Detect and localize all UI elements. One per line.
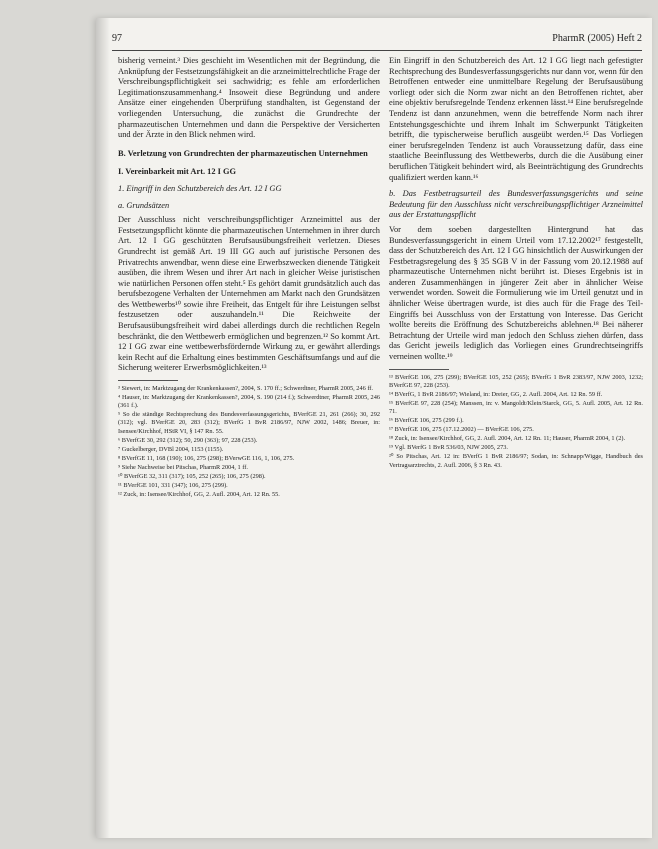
footnote: ¹³ BVerfGE 106, 275 (299); BVerfGE 105, 252 (265); BVerfG 1 BvR 2383/97, NJW 2003, 1232; BVerfGE 97, 228 (253). <box>389 373 643 389</box>
section-heading-b: B. Verletzung von Grundrechten der pharmazeutischen Unternehmen <box>118 148 368 158</box>
subsection-heading-b: b. Das Festbetragsurteil des Bundesverfassungsgerichts und seine Bedeutung für den Ausschluss nicht verschreibungspflichtiger Arzneimittel aus der Erstattungspflicht <box>389 189 643 220</box>
paragraph-festbetragsurteil: Vor dem soeben dargestellten Hintergrund hat das Bundesverfassungsgericht in einem Urteil vom 17.12.2002¹⁷ festgestellt, dass der Schutzbereich des Art. 12 I GG hinsichtlich der Auswirkungen der Festbetragsregelung des § 35 SGB V in der Fassung vom 20.12.1988 auf pharmazeutische Unternehmen nicht berührt ist. Dieses Ergebnis ist in anderen Zusammenhängen in jüngerer Zeit aber in ähnlicher Weise verwendet worden. Soweit die Formulierung wie im Urteil genutzt und in ähnlicher Weise übertragen wurde, ist dies auch für die Frage des Teil-Eingriffs bei Ausschluss von der Erstattung von Interesse. Das Gericht wollte bereits die Eröffnung des Schutzbereichs ablehnen.¹⁸ Bei näherer Betrachtung der Urteile wird man jedoch den Schluss ziehen dürfen, dass das Gericht jeweils lediglich das Vorliegen eines Grundrechtseingriffs verneinen wollte.¹⁹ <box>389 224 643 362</box>
right-column <box>389 56 643 471</box>
footnote: ¹¹ BVerfGE 101, 331 (347); 106, 275 (299). <box>118 482 228 490</box>
footnote: ⁵ So die ständige Rechtsprechung des Bundesverfassungsgerichts, BVerfGE 21, 261 (266); 30, 292 (312); vgl. BVerfGE 20, 283 (312); BVerfG 1 BvR 2186/97, NJW 2002, 1486; Breuer, in: Isensee/Kirchhof, HStR VI, § 147 Rn. 55. <box>118 411 380 435</box>
footnote: ¹⁴ BVerfG, 1 BvR 2186/97; Wieland, in: Dreier, GG, 2. Aufl. 2004, Art. 12 Rn. 59 ff. <box>389 390 603 398</box>
footnote: ¹⁷ BVerfGE 106, 275 (17.12.2002) — BVerfGE 106, 275. <box>389 426 534 434</box>
footnotes-left <box>118 385 380 499</box>
footnote: ⁸ BVerfGE 11, 168 (190); 106, 275 (298); BVerwGE 116, 1, 106, 275. <box>118 454 295 462</box>
footnote: ¹² Zuck, in: Isensee/Kirchhof, GG, 2. Aufl. 2004, Art. 12 Rn. 55. <box>118 491 280 499</box>
paragraph-berufsausuebung: Der Ausschluss nicht verschreibungspflichtiger Arzneimittel aus der Festsetzungspflicht könnte die pharmazeutischen Unternehmen in ihrer durch Art. 12 I GG geschützten Berufsausübungsfreiheit verletzen. Dieses Grundrecht ist gemäß Art. 19 III GG auch auf juristische Personen des Privatrechts anwendbar, wenn diese eine Erwerbszwecken dienende Tätigkeit ausüben, die ihrem Wesen und ihrer Art nach in gleicher Weise juristischen wie natürlichen Personen offen steht.⁵ Es gehört damit grundsätzlich auch das berufsbezogene Verhalten der Unternehmen am Markt nach den Grundsätzen des Wettbewerbs¹⁰ sowie ihre Freiheit, das Entgelt für ihre Leistungen selbst festzusetzen oder auszuhandeln.¹¹ Die Reichweite der Berufsausübungsfreiheit wird dabei allerdings durch die rechtlichen Regeln beschränkt, die den Wettbewerb ermöglichen und begrenzen.¹² So kommt Art. 12 I GG zwar eine wettbewerbsfördernde Wirkung zu, er gewährt allerdings kein Recht auf die Erhaltung eines bestimmten Geschäftsumfangs und auf die Sicherung weiterer Erwerbsmöglichkeiten.¹³ <box>118 215 380 373</box>
section-heading-1: I. Vereinbarkeit mit Art. 12 I GG <box>118 167 237 177</box>
subsection-heading-a: a. Grundsätzen <box>118 200 170 210</box>
footnote: ¹⁸ Zuck, in: Isensee/Kirchhof, GG, 2. Aufl. 2004, Art. 12 Rn. 11; Hauser, PharmR 2004, 1 (2). <box>389 435 626 443</box>
footnote: ³ Siewert, in: Marktzugang der Krankenkassen?, 2004, S. 170 ff.; Schwerdtner, PharmR 2005, 246 ff. <box>118 385 373 393</box>
subsection-heading-1-1: 1. Eingriff in den Schutzbereich des Art. 12 I GG <box>118 183 282 193</box>
footnote: ⁹ Siehe Nachweise bei Pitschas, PharmR 2004, 1 ff. <box>118 463 248 471</box>
footnote: ²⁰ So Pitschas, Art. 12 in: BVerfG 1 BvR 2186/97; Sodan, in: Schnapp/Wigge, Handbuch des Vertragsarztrechts, 2. Aufl. 2006, § 3 Rn. 43. <box>389 453 643 469</box>
footnote: ⁷ Guckelberger, DVBl 2004, 1153 (1155). <box>118 445 224 453</box>
paragraph-intro-continued: bisherig verneint.³ Dies geschieht im Wesentlichen mit der Begründung, die Anknüpfung der Festsetzungsfähigkeit an die arzneimittelrechtliche Frage der Verschreibungspflichtigkeit sei sachwidrig; es fehle am erforderlichen Legitimationszusammenhang.⁴ Insoweit diese Begründung und andere Ansätze einer eingehenden Überprüfung standhalten, ist Gegenstand der vorliegenden Untersuchung, die zunächst die Grundrechte der pharmazeutischen Unternehmen und dann die Perspektive der Versicherten und der Ärzte in den Blick nehmen wird. <box>118 56 380 140</box>
footnote: ⁴ Hauser, in: Marktzugang der Krankenkassen?, 2004, S. 190 (214 f.); Schwerdtner, PharmR 2005, 246 (361 f.). <box>118 394 380 410</box>
footnote: ⁶ BVerfGE 30, 292 (312); 50, 290 (363); 97, 228 (253). <box>118 436 258 444</box>
footnotes-right <box>389 374 643 470</box>
footnote: ¹⁵ BVerfGE 97, 228 (254); Manssen, in: v. Mangoldt/Klein/Starck, GG, 5. Aufl. 2005, Art. 12 Rn. 71. <box>389 399 643 415</box>
footnote-separator <box>118 380 178 381</box>
header-rule <box>112 50 642 51</box>
footnote: ¹⁹ Vgl. BVerfG 1 BvR 536/03, NJW 2005, 273. <box>389 444 508 452</box>
left-column <box>118 56 380 500</box>
footnote: ¹⁰ BVerfGE 32, 311 (317); 105, 252 (265); 106, 275 (298). <box>118 472 266 480</box>
paragraph-eingriff: Ein Eingriff in den Schutzbereich des Art. 12 I GG liegt nach gefestigter Rechtsprechung des Bundesverfassungsgerichts nur dann vor, wenn für den Betroffenen entweder eine unmittelbare Regelung der Berufsausübung vorliegt oder sich die Norm zwar nicht an den Betroffenen richtet, aber eine objektiv berufsregelnde Tendenz erkennen lässt.¹⁴ Eine berufsregelnde Tendenz ist dann anzunehmen, wenn die betreffende Norm nach ihrer Entstehungsgeschichte und ihrem Inhalt im Schwerpunkt Tätigkeiten betrifft, die typischerweise beruflich ausgeübt werden.¹⁵ Das Vorliegen einer berufsregelnden Tendenz ist auch Voraussetzung dafür, dass eine staatliche Beeinflussung des Wettbewerbs, durch die die Ausübung einer beruflichen Tätigkeit behindert wird, als Beeinträchtigung des Grundrechts qualifiziert werden kann.¹⁶ <box>389 56 643 182</box>
running-header <box>112 33 642 47</box>
footnote-separator <box>389 369 449 370</box>
page-number: 97 <box>112 33 122 44</box>
footnote: ¹⁶ BVerfGE 106, 275 (299 f.). <box>389 417 464 425</box>
journal-reference: PharmR (2005) Heft 2 <box>552 33 642 44</box>
